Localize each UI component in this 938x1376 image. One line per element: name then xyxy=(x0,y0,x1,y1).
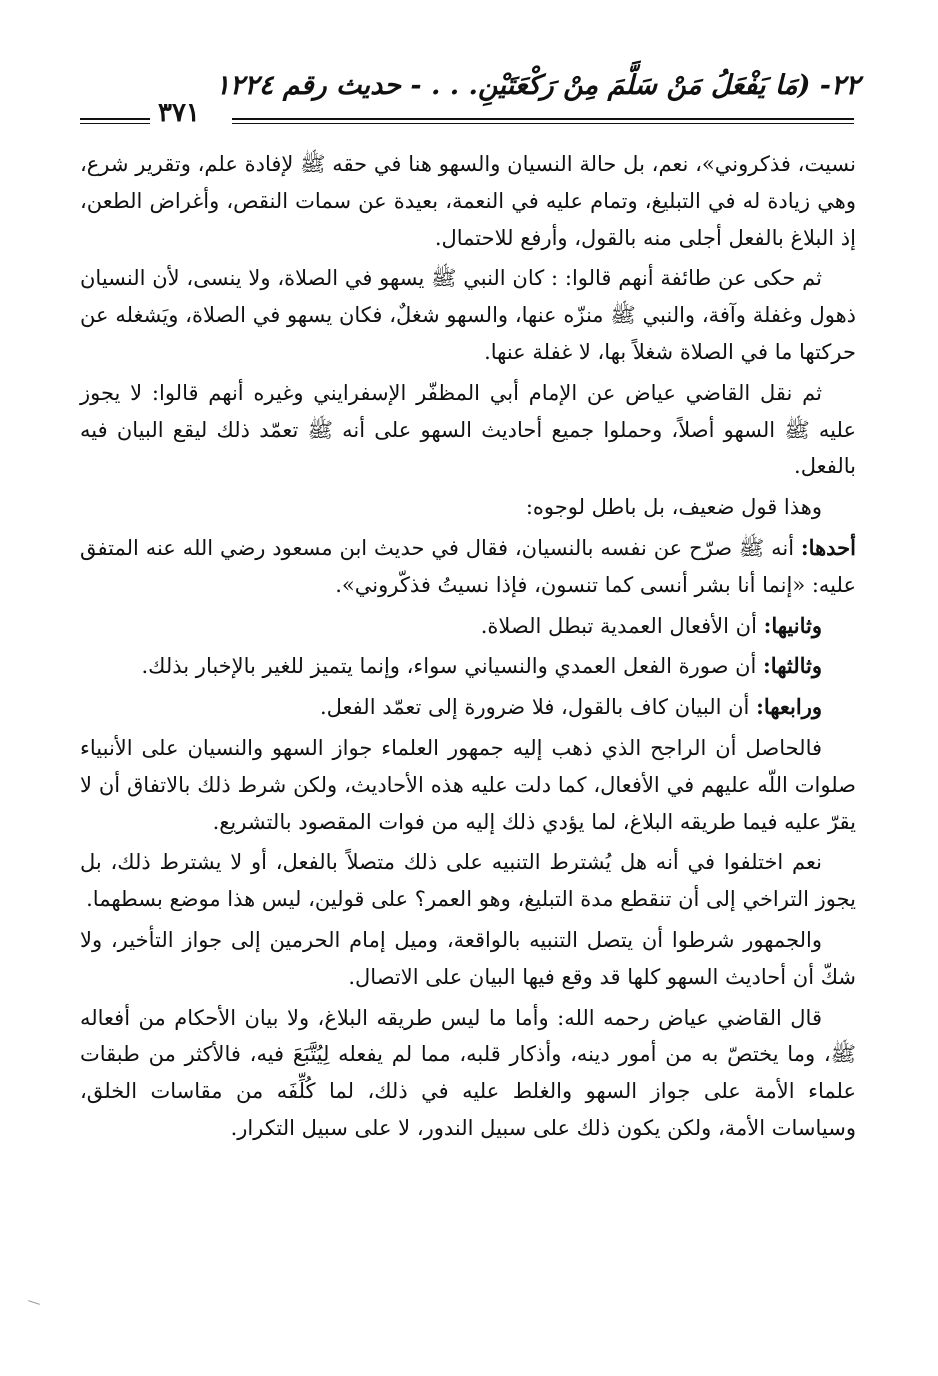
point-label: وثالثها: xyxy=(763,653,822,679)
paragraph xyxy=(80,530,856,604)
paragraph xyxy=(80,489,856,526)
paragraph xyxy=(80,375,856,485)
running-header xyxy=(80,70,860,128)
paragraph-text: أن صورة الفعل العمدي والنسياني سواء، وإنما يتميز للغير بالإخبار بذلك. xyxy=(141,654,764,679)
paragraph xyxy=(80,730,856,840)
paragraph xyxy=(80,260,856,370)
paragraph-text: نسيت، فذكروني»، نعم، بل حالة النسيان والسهو هنا في حقه ﷺ لإفادة علم، وتقرير شرع، وهي زيادة له في التبليغ، وتمام عليه في النعمة، بعيدة عن سمات النقص، وأغراض الطعن، إذ البلاغ بالفعل أجلى منه بالقول، وأرفع للاحتمال. xyxy=(80,152,856,250)
paragraph-text: والجمهور شرطوا أن يتصل التنبيه بالواقعة، وميل إمام الحرمين إلى جواز التأخير، ولا شكّ أن أحاديث السهو كلها قد وقع فيها البيان على الاتصال. xyxy=(80,927,856,989)
paragraph xyxy=(80,1000,856,1147)
paragraph xyxy=(80,648,856,685)
header-rule-short xyxy=(80,118,150,124)
paragraph xyxy=(80,922,856,996)
paragraph-text: قال القاضي عياض رحمه الله: وأما ما ليس طريقه البلاغ، ولا بيان الأحكام من أفعاله ﷺ، وما يختصّ به من أمور دينه، وأذكار قلبه، مما لم يفعله لِيُتَّبَعَ فيه، فالأكثر من طبقات علماء الأمة على جواز السهو والغلط عليه في ذلك، لما كُلِّفَه من مقاسات الخلق، وسياسات الأمة، ولكن يكون ذلك على سبيل الندور، لا على سبيل التكرار. xyxy=(80,1005,856,1140)
paragraph xyxy=(80,146,856,256)
paragraph-text: أن البيان كاف بالقول، فلا ضرورة إلى تعمّد الفعل. xyxy=(319,695,757,720)
page-number: ٣٧١ xyxy=(158,98,200,128)
paragraph xyxy=(80,608,856,645)
paragraph-text: نعم اختلفوا في أنه هل يُشترط التنبيه على ذلك متصلاً بالفعل، أو لا يشترط ذلك، بل يجوز التراخي إلى أن تنقطع مدة التبليغ، وهو العمر؟ على قولين، ليس هذا موضع بسطهما. xyxy=(80,850,856,912)
paragraph-text: أن الأفعال العمدية تبطل الصلاة. xyxy=(480,613,764,638)
point-label: ورابعها: xyxy=(756,694,822,720)
paragraph-text: وهذا قول ضعيف، بل باطل لوجوه: xyxy=(525,495,822,520)
chapter-title: ٢٢- (مَا يَفْعَلُ مَنْ سَلَّمَ مِنْ رَكْعَتَيْنِ. . . - حديث رقم ١٢٢٤ xyxy=(215,70,860,101)
paragraph-text: ثم نقل القاضي عياض عن الإمام أبي المظفّر الإسفرايني وغيره أنهم قالوا: لا يجوز عليه ﷺ السهو أصلاً، وحملوا جميع أحاديث السهو على أنه ﷺ تعمّد ذلك ليقع البيان فيه بالفعل. xyxy=(80,380,856,479)
header-rule xyxy=(232,118,854,124)
point-label: أحدها: xyxy=(800,534,856,560)
paragraph-text: ثم حكى عن طائفة أنهم قالوا: : كان النبي ﷺ يسهو في الصلاة، ولا ينسى، لأن النسيان ذهول وغفلة وآفة، والنبي ﷺ منزّه عنها، والسهو شغلٌ، فكان يسهو في الصلاة، ويَشغله عن حركتها ما في الصلاة شغلاً بها، لا غفلة عنها. xyxy=(80,266,856,364)
point-label: وثانيها: xyxy=(763,612,822,638)
paragraph xyxy=(80,689,856,726)
scan-mark xyxy=(28,1300,40,1305)
paragraph xyxy=(80,844,856,918)
paragraph-text: فالحاصل أن الراجح الذي ذهب إليه جمهور العلماء جواز السهو والنسيان على الأنبياء صلوات اللّه عليهم في الأفعال، كما دلت عليه هذه الأحاديث، ولكن شرط ذلك بالاتفاق أن لا يقرّ عليه فيما طريقه البلاغ، لما يؤدي ذلك إليه من فوات المقصود بالتشريع. xyxy=(80,735,856,834)
paragraph-text: أنه ﷺ صرّح عن نفسه بالنسيان، فقال في حديث ابن مسعود رضي الله عنه المتفق عليه: «إنما أنا بشر أنسى كما تنسون، فإذا نسيتُ فذكّروني». xyxy=(80,535,856,597)
body-text xyxy=(80,146,856,1151)
